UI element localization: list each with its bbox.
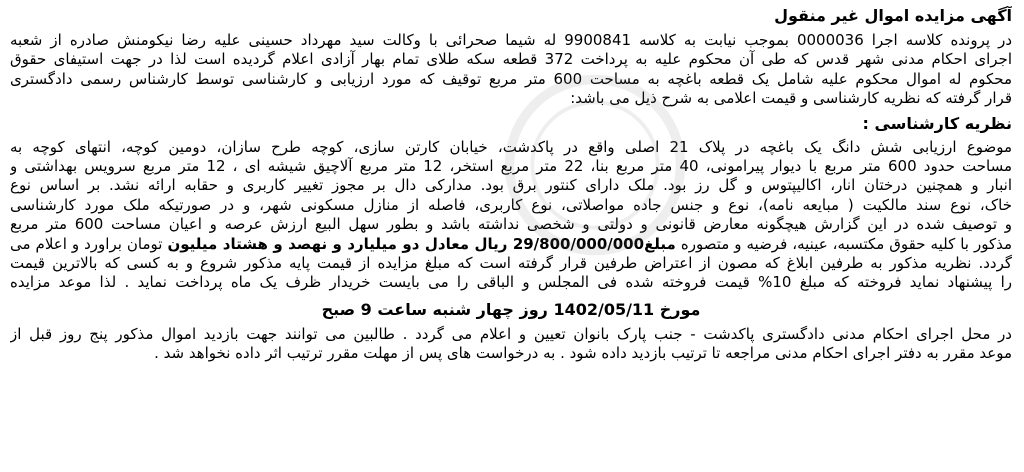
intro-line-3: محکوم له اموال محکوم علیه شامل یک قطعه باغچه به مساحت 600 متر مربع توقیف که مورد ارزیابی و کارشناسی توسط کارشناس رسمی دادگستری: [10, 69, 1012, 88]
body-line-4: خاک، نوع سند مالکیت ( مبایعه نامه)، نوع و جنس جاده مواصلاتی، نوع کاربری، فاصله از منازل مسکونی شهر، و در صورتیکه ملک مورد کارشناسی: [10, 195, 1012, 214]
price-amount: مبلغ29/800/000/000 ریال معادل دو میلیارد و نهصد و هشتاد میلیون: [167, 234, 676, 253]
notice-title: آگهی مزایده اموال غیر منقول: [774, 6, 1012, 25]
final-line-1: در محل اجرای احکام مدنی دادگستری پاکدشت - جنب پارک بانوان تعیین و اعلام می گردد . طالبین می توانند جهت بازدید اموال مذکور پنج روز قبل از: [10, 324, 1012, 343]
closing-line-1: گردد. نظریه مذکور به طرفین ابلاغ که مصون از اعتراض طرفین قرار گرفته است که مبلغ مزایده از قیمت پایه مذکور شروع و به کسی که بالاترین قیمت: [10, 254, 1012, 273]
body-line-2: مساحت حدود 600 متر مربع با دیوار پیرامونی، 40 متر مربع بنا، 22 متر مربع استخر، 12 متر مربع آلاچیق شیشه ای ، 12 متر مربع سرویس بهداشتی و: [10, 157, 1012, 176]
intro-line-4: قرار گرفته که نظریه کارشناسی و قیمت اعلامی به شرح ذیل می باشد:: [570, 89, 1012, 108]
price-line-before: مذکور با کلیه حقوق مکتسبه، عینیه، فرضیه و متصوره: [675, 234, 1012, 253]
price-line-after: تومان براورد و اعلام می: [10, 234, 168, 253]
body-line-5: و توصیف شده در این گزارش هیچگونه معارض قانونی و دولتی و شخصی نداشته باشد و بطور سهل البیع ارزش عرصه و اعیان مساحت 600 متر مربع: [10, 215, 1012, 234]
intro-line-2: اجرای احکام مدنی شهر قدس که طی آن محکوم علیه به پرداخت 372 قطعه سکه طلای تمام بهار آزادی اعلام گردیده است لذا در جهت استیفای حقوق: [10, 50, 1012, 69]
body-line-3: انبار و همچنین درختان انار، اکالیپتوس و گل رز بود. ملک دارای کنتور برق بود. مدارکی دال بر مجوز تغییر کاربری و حقابه ارائه نشد. بر اساس نوع: [10, 176, 1012, 195]
body-line-1: موضوع ارزیابی شش دانگ یک باغچه در پلاک 21 اصلی واقع در پاکدشت، خیابان کارتن سازی، کوچه طرح سازان، دومین کوچه، انتهای کوچه به: [10, 137, 1012, 156]
auction-date: مورخ 1402/05/11 روز چهار شنبه ساعت 9 صبح: [321, 299, 701, 319]
intro-line-1: در پرونده کلاسه اجرا 0000036 بموجب نیابت به کلاسه 9900841 له شیما صحرائی با وکالت سید مهرداد حسینی علیه رضا نیکومنش صادره از شعبه: [10, 31, 1012, 49]
final-line-2: موعد مقرر به دفتر اجرای احکام مدنی مراجعه تا ترتیب بازدید داده شود . به درخواست های پس از مهلت مقرر ترتیب اثر داده نخواهد شد .: [154, 344, 1012, 363]
price-line: [10, 235, 1012, 254]
closing-line-2: را پیشنهاد نماید فروخته که مبلغ 10% قیمت فروخته شده فی المجلس و الباقی را می بایست خریدار ظرف یک ماه پرداخت نماید . لذا موعد مزایده: [10, 273, 1012, 292]
expert-heading: نظریه کارشناسی :: [862, 113, 1012, 133]
